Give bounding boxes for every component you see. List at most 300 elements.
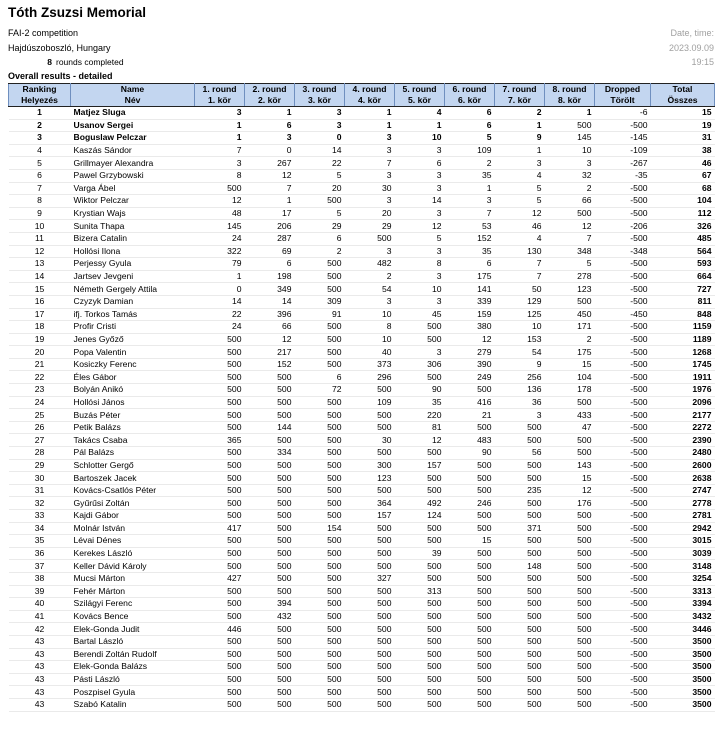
cell-rank: 41	[9, 610, 71, 623]
cell-name: Pásti László	[71, 673, 195, 686]
cell-round-3: 500	[295, 635, 345, 648]
cell-name: Usanov Sergei	[71, 119, 195, 132]
cell-round-8: 2	[545, 182, 595, 195]
col-header-total: Total	[651, 84, 715, 96]
cell-round-1: 8	[195, 169, 245, 182]
cell-round-7: 56	[495, 447, 545, 460]
cell-round-1: 500	[195, 447, 245, 460]
cell-name: Boguslaw Pelczar	[71, 132, 195, 145]
cell-round-7: 500	[495, 698, 545, 711]
cell-round-8: 171	[545, 321, 595, 334]
cell-dropped: -500	[595, 119, 651, 132]
cell-round-3: 5	[295, 169, 345, 182]
cell-round-8: 5	[545, 258, 595, 271]
cell-round-2: 1	[245, 195, 295, 208]
table-row	[9, 396, 715, 409]
cell-round-7: 500	[495, 661, 545, 674]
cell-dropped: -500	[595, 673, 651, 686]
table-row	[9, 535, 715, 548]
table-row	[9, 623, 715, 636]
cell-name: Kovács Bence	[71, 610, 195, 623]
cell-round-4: 500	[345, 484, 395, 497]
cell-round-4: 8	[345, 321, 395, 334]
cell-round-2: 500	[245, 484, 295, 497]
cell-dropped: -500	[595, 384, 651, 397]
col-header-round-7: 7. round	[495, 84, 545, 96]
cell-round-3: 500	[295, 648, 345, 661]
cell-rank: 9	[9, 207, 71, 220]
cell-name: Elek-Gonda Judit	[71, 623, 195, 636]
cell-round-4: 30	[345, 182, 395, 195]
header-row-english	[9, 84, 715, 96]
cell-round-5: 157	[395, 459, 445, 472]
cell-round-4: 500	[345, 421, 395, 434]
cell-round-1: 500	[195, 673, 245, 686]
cell-round-3: 500	[295, 459, 345, 472]
cell-round-4: 3	[345, 169, 395, 182]
cell-round-4: 327	[345, 572, 395, 585]
cell-round-7: 500	[495, 472, 545, 485]
cell-round-3: 500	[295, 346, 345, 359]
cell-round-3: 500	[295, 409, 345, 422]
cell-round-6: 500	[445, 648, 495, 661]
cell-total: 19	[651, 119, 715, 132]
cell-rank: 14	[9, 270, 71, 283]
cell-round-7: 500	[495, 510, 545, 523]
cell-round-2: 500	[245, 522, 295, 535]
col-header-round-2: 2. round	[245, 84, 295, 96]
cell-round-6: 500	[445, 610, 495, 623]
cell-round-2: 500	[245, 673, 295, 686]
cell-dropped: -500	[595, 182, 651, 195]
cell-round-2: 334	[245, 447, 295, 460]
cell-round-1: 500	[195, 333, 245, 346]
cell-total: 664	[651, 270, 715, 283]
cell-round-8: 500	[545, 623, 595, 636]
cell-round-1: 1	[195, 119, 245, 132]
cell-round-5: 14	[395, 195, 445, 208]
table-row	[9, 333, 715, 346]
cell-round-7: 500	[495, 610, 545, 623]
cell-round-1: 500	[195, 698, 245, 711]
cell-round-5: 500	[395, 673, 445, 686]
cell-rank: 16	[9, 295, 71, 308]
cell-round-1: 500	[195, 497, 245, 510]
cell-round-6: 500	[445, 421, 495, 434]
cell-round-3: 500	[295, 572, 345, 585]
cell-round-1: 22	[195, 308, 245, 321]
cell-round-7: 500	[495, 535, 545, 548]
col-header-round-1: 1. round	[195, 84, 245, 96]
cell-total: 68	[651, 182, 715, 195]
cell-round-1: 500	[195, 535, 245, 548]
cell-total: 15	[651, 107, 715, 120]
cell-round-7: 4	[495, 232, 545, 245]
cell-round-2: 500	[245, 434, 295, 447]
cell-dropped: -500	[595, 623, 651, 636]
cell-round-1: 500	[195, 358, 245, 371]
cell-round-6: 15	[445, 535, 495, 548]
cell-round-2: 500	[245, 535, 295, 548]
cell-round-7: 500	[495, 421, 545, 434]
cell-round-5: 3	[395, 270, 445, 283]
cell-name: Buzás Péter	[71, 409, 195, 422]
cell-round-4: 29	[345, 220, 395, 233]
cell-round-4: 500	[345, 686, 395, 699]
cell-name: Profir Cristi	[71, 321, 195, 334]
cell-round-5: 500	[395, 598, 445, 611]
cell-round-3: 6	[295, 371, 345, 384]
cell-round-7: 500	[495, 686, 545, 699]
cell-round-4: 7	[345, 157, 395, 170]
cell-round-8: 500	[545, 295, 595, 308]
competition-type: FAI-2 competition	[8, 28, 79, 38]
cell-round-4: 500	[345, 409, 395, 422]
cell-round-1: 500	[195, 384, 245, 397]
cell-round-3: 29	[295, 220, 345, 233]
cell-rank: 17	[9, 308, 71, 321]
cell-round-7: 10	[495, 321, 545, 334]
cell-round-6: 500	[445, 384, 495, 397]
cell-round-7: 130	[495, 245, 545, 258]
cell-round-8: 10	[545, 144, 595, 157]
cell-name: Kerekes László	[71, 547, 195, 560]
cell-round-1: 1	[195, 132, 245, 145]
cell-round-1: 322	[195, 245, 245, 258]
rounds-completed-label: rounds completed	[56, 57, 124, 67]
cell-round-7: 256	[495, 371, 545, 384]
cell-total: 38	[651, 144, 715, 157]
cell-dropped: -500	[595, 421, 651, 434]
cell-rank: 43	[9, 648, 71, 661]
cell-total: 1745	[651, 358, 715, 371]
cell-round-1: 446	[195, 623, 245, 636]
cell-round-1: 500	[195, 396, 245, 409]
cell-total: 2096	[651, 396, 715, 409]
cell-total: 2600	[651, 459, 715, 472]
table-row	[9, 673, 715, 686]
cell-dropped: -500	[595, 585, 651, 598]
cell-rank: 1	[9, 107, 71, 120]
cell-round-2: 500	[245, 409, 295, 422]
cell-dropped: -500	[595, 258, 651, 271]
cell-round-8: 123	[545, 283, 595, 296]
cell-rank: 43	[9, 673, 71, 686]
col-header-helyezes: Helyezés	[9, 95, 71, 107]
cell-round-2: 17	[245, 207, 295, 220]
cell-round-5: 492	[395, 497, 445, 510]
cell-total: 46	[651, 157, 715, 170]
cell-round-8: 143	[545, 459, 595, 472]
cell-total: 3254	[651, 572, 715, 585]
table-row	[9, 547, 715, 560]
cell-round-8: 500	[545, 447, 595, 460]
cell-dropped: -500	[595, 358, 651, 371]
cell-round-3: 500	[295, 598, 345, 611]
cell-round-2: 500	[245, 698, 295, 711]
cell-round-1: 500	[195, 409, 245, 422]
cell-name: Szabó Katalin	[71, 698, 195, 711]
cell-round-5: 500	[395, 648, 445, 661]
cell-round-3: 500	[295, 673, 345, 686]
table-row	[9, 295, 715, 308]
cell-round-2: 500	[245, 371, 295, 384]
cell-name: Mucsi Márton	[71, 572, 195, 585]
cell-round-7: 136	[495, 384, 545, 397]
cell-round-2: 217	[245, 346, 295, 359]
cell-round-8: 500	[545, 572, 595, 585]
cell-round-2: 500	[245, 635, 295, 648]
col-header-round-8: 8. round	[545, 84, 595, 96]
date-value: 2023.09.09	[668, 43, 714, 53]
cell-dropped: -109	[595, 144, 651, 157]
cell-dropped: -500	[595, 598, 651, 611]
cell-name: Kaszás Sándor	[71, 144, 195, 157]
table-row	[9, 661, 715, 674]
cell-round-4: 10	[345, 333, 395, 346]
cell-name: Krystian Wajs	[71, 207, 195, 220]
cell-round-7: 500	[495, 547, 545, 560]
cell-round-2: 500	[245, 384, 295, 397]
cell-round-1: 500	[195, 371, 245, 384]
cell-round-8: 500	[545, 434, 595, 447]
cell-round-2: 394	[245, 598, 295, 611]
cell-round-6: 279	[445, 346, 495, 359]
cell-round-1: 500	[195, 598, 245, 611]
cell-round-7: 46	[495, 220, 545, 233]
cell-round-5: 12	[395, 220, 445, 233]
cell-round-5: 500	[395, 686, 445, 699]
cell-total: 104	[651, 195, 715, 208]
cell-round-6: 1	[445, 182, 495, 195]
cell-round-1: 24	[195, 232, 245, 245]
rounds-completed-count: 8	[47, 57, 52, 67]
cell-dropped: -500	[595, 610, 651, 623]
table-row	[9, 434, 715, 447]
cell-round-1: 79	[195, 258, 245, 271]
cell-round-4: 500	[345, 384, 395, 397]
col-header-kor-8: 8. kör	[545, 95, 595, 107]
cell-round-3: 22	[295, 157, 345, 170]
cell-rank: 38	[9, 572, 71, 585]
cell-round-1: 500	[195, 472, 245, 485]
col-header-kor-7: 7. kör	[495, 95, 545, 107]
cell-round-3: 309	[295, 295, 345, 308]
cell-round-3: 500	[295, 434, 345, 447]
col-header-round-3: 3. round	[295, 84, 345, 96]
cell-round-2: 198	[245, 270, 295, 283]
cell-total: 3500	[651, 635, 715, 648]
table-row	[9, 421, 715, 434]
cell-rank: 23	[9, 384, 71, 397]
cell-round-3: 154	[295, 522, 345, 535]
cell-round-4: 30	[345, 434, 395, 447]
cell-round-4: 373	[345, 358, 395, 371]
cell-round-7: 371	[495, 522, 545, 535]
cell-round-3: 500	[295, 547, 345, 560]
cell-round-8: 500	[545, 547, 595, 560]
cell-dropped: -267	[595, 157, 651, 170]
table-row	[9, 497, 715, 510]
cell-round-7: 500	[495, 648, 545, 661]
cell-round-3: 500	[295, 510, 345, 523]
cell-rank: 43	[9, 686, 71, 699]
cell-round-2: 500	[245, 648, 295, 661]
cell-round-2: 14	[245, 295, 295, 308]
table-row	[9, 572, 715, 585]
cell-round-6: 21	[445, 409, 495, 422]
cell-dropped: -500	[595, 635, 651, 648]
cell-round-3: 500	[295, 421, 345, 434]
cell-round-2: 152	[245, 358, 295, 371]
cell-dropped: -500	[595, 371, 651, 384]
table-row	[9, 119, 715, 132]
cell-round-4: 123	[345, 472, 395, 485]
col-header-ranking: Ranking	[9, 84, 71, 96]
table-row	[9, 283, 715, 296]
cell-round-8: 176	[545, 497, 595, 510]
cell-round-3: 0	[295, 132, 345, 145]
cell-round-6: 500	[445, 598, 495, 611]
cell-round-4: 3	[345, 144, 395, 157]
cell-round-8: 500	[545, 585, 595, 598]
table-row	[9, 220, 715, 233]
cell-total: 1159	[651, 321, 715, 334]
cell-round-5: 90	[395, 384, 445, 397]
cell-round-6: 35	[445, 245, 495, 258]
cell-round-3: 500	[295, 623, 345, 636]
cell-name: Gyűrűsi Zoltán	[71, 497, 195, 510]
cell-round-6: 5	[445, 132, 495, 145]
cell-round-1: 500	[195, 182, 245, 195]
cell-total: 3500	[651, 661, 715, 674]
cell-round-1: 500	[195, 421, 245, 434]
cell-rank: 40	[9, 598, 71, 611]
cell-round-6: 500	[445, 686, 495, 699]
cell-round-3: 500	[295, 472, 345, 485]
cell-round-6: 483	[445, 434, 495, 447]
cell-round-3: 500	[295, 610, 345, 623]
cell-round-6: 109	[445, 144, 495, 157]
cell-round-8: 500	[545, 522, 595, 535]
cell-round-2: 267	[245, 157, 295, 170]
cell-name: Pawel Grzybowski	[71, 169, 195, 182]
cell-round-5: 35	[395, 396, 445, 409]
cell-dropped: -500	[595, 321, 651, 334]
cell-total: 727	[651, 283, 715, 296]
cell-total: 2390	[651, 434, 715, 447]
table-row	[9, 447, 715, 460]
cell-round-2: 1	[245, 107, 295, 120]
table-row	[9, 232, 715, 245]
competition-title: Tóth Zsuzsi Memorial	[8, 5, 147, 20]
cell-total: 3039	[651, 547, 715, 560]
cell-rank: 29	[9, 459, 71, 472]
cell-round-4: 500	[345, 661, 395, 674]
cell-name: Bolyán Anikó	[71, 384, 195, 397]
cell-round-8: 7	[545, 232, 595, 245]
cell-rank: 43	[9, 661, 71, 674]
col-header-round-4: 4. round	[345, 84, 395, 96]
cell-round-7: 125	[495, 308, 545, 321]
col-header-kor-6: 6. kör	[445, 95, 495, 107]
cell-round-1: 7	[195, 144, 245, 157]
cell-round-2: 500	[245, 560, 295, 573]
col-header-name: Name	[71, 84, 195, 96]
cell-round-3: 500	[295, 560, 345, 573]
cell-dropped: -145	[595, 132, 651, 145]
cell-total: 593	[651, 258, 715, 271]
table-row	[9, 144, 715, 157]
cell-round-8: 145	[545, 132, 595, 145]
cell-round-1: 500	[195, 484, 245, 497]
col-header-kor-4: 4. kör	[345, 95, 395, 107]
report-header	[8, 5, 714, 71]
cell-name: Szilágyi Ferenc	[71, 598, 195, 611]
cell-round-3: 3	[295, 107, 345, 120]
cell-round-6: 500	[445, 698, 495, 711]
cell-round-1: 3	[195, 107, 245, 120]
cell-rank: 28	[9, 447, 71, 460]
cell-round-6: 500	[445, 510, 495, 523]
cell-name: Keller Dávid Károly	[71, 560, 195, 573]
cell-round-7: 500	[495, 623, 545, 636]
table-row	[9, 245, 715, 258]
cell-round-1: 500	[195, 635, 245, 648]
cell-name: Varga Ábel	[71, 182, 195, 195]
cell-round-5: 3	[395, 346, 445, 359]
cell-dropped: -500	[595, 207, 651, 220]
cell-round-2: 7	[245, 182, 295, 195]
cell-dropped: -35	[595, 169, 651, 182]
cell-round-2: 396	[245, 308, 295, 321]
table-row	[9, 585, 715, 598]
cell-round-3: 6	[295, 232, 345, 245]
header-row-hungarian	[9, 95, 715, 107]
cell-round-5: 3	[395, 169, 445, 182]
cell-dropped: -500	[595, 661, 651, 674]
cell-name: ifj. Torkos Tamás	[71, 308, 195, 321]
cell-round-8: 2	[545, 333, 595, 346]
cell-name: Poszpisel Gyula	[71, 686, 195, 699]
cell-round-5: 39	[395, 547, 445, 560]
cell-round-1: 500	[195, 686, 245, 699]
cell-round-7: 500	[495, 459, 545, 472]
cell-round-5: 10	[395, 132, 445, 145]
cell-total: 3446	[651, 623, 715, 636]
cell-name: Jartsev Jevgeni	[71, 270, 195, 283]
cell-round-6: 500	[445, 459, 495, 472]
cell-name: Popa Valentin	[71, 346, 195, 359]
cell-round-7: 12	[495, 207, 545, 220]
cell-round-6: 3	[445, 195, 495, 208]
cell-round-6: 416	[445, 396, 495, 409]
cell-round-2: 500	[245, 510, 295, 523]
cell-round-3: 500	[295, 497, 345, 510]
cell-round-8: 47	[545, 421, 595, 434]
cell-rank: 19	[9, 333, 71, 346]
cell-round-7: 3	[495, 409, 545, 422]
table-row	[9, 409, 715, 422]
table-row	[9, 560, 715, 573]
col-header-round-6: 6. round	[445, 84, 495, 96]
cell-rank: 15	[9, 283, 71, 296]
table-row	[9, 207, 715, 220]
cell-round-5: 500	[395, 472, 445, 485]
cell-round-4: 3	[345, 245, 395, 258]
cell-round-2: 500	[245, 547, 295, 560]
cell-round-8: 500	[545, 598, 595, 611]
